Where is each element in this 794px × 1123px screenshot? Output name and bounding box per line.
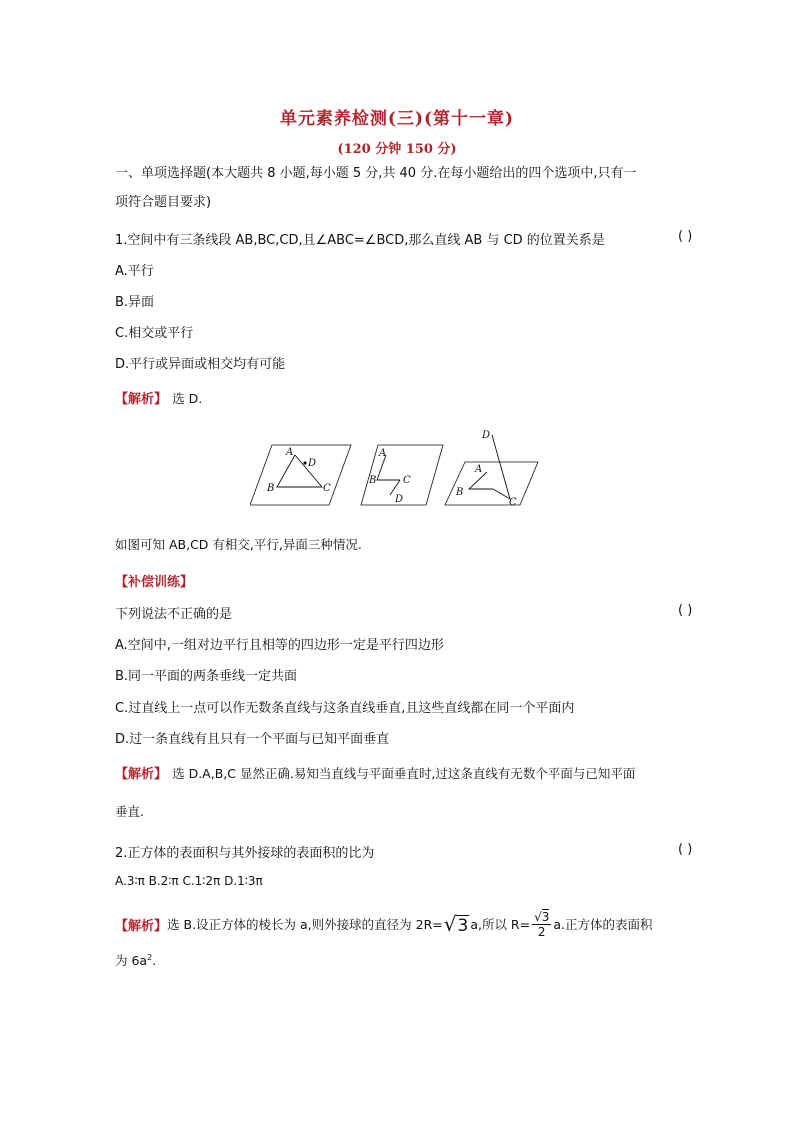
fraction-denominator: 2 [537,924,546,939]
plane-1 [250,445,351,505]
analysis-tag: 【解析】 [115,392,168,407]
supplement-option-a: A.空间中,一组对边平行且相等的四边形一定是平行四边形 [115,638,444,653]
segment-cd [390,480,400,495]
label-a: A [475,464,483,475]
supplement-analysis-line1: 选 D.A,B,C 显然正确.易知当直线与平面垂直时,过这条直线有无数个平面与已知平面 [172,766,636,781]
point-d [303,461,306,464]
supplement-option-b: B.同一平面的两条垂线一定共面 [115,669,298,684]
geometry-figure [250,425,545,510]
q1-answer-paren: ( ) [678,229,693,244]
label-d: D [482,430,491,441]
section-intro-line1: 一、单项选择题(本大题共 8 小题,每小题 5 分,共 40 分.在每小题给出的四个选项中,只有一 [115,166,637,181]
q1-option-a: A.平行 [115,264,154,279]
analysis-tag: 【解析】 [115,918,168,934]
supplement-analysis-line2: 垂直. [115,804,144,819]
numerator-radicand: 3 [541,909,550,924]
label-c: C [403,475,411,486]
q2-analysis [115,904,653,944]
q1-stem: 1.空间中有三条线段 AB,BC,CD,且∠ABC=∠BCD,那么直线 AB 与 CD 的位置关系是 [115,233,605,248]
segment-cd [492,435,510,499]
sqrt-sign: √ [443,912,457,936]
section-intro-line2: 项符合题目要求) [115,195,212,210]
figure-panel-parallel [361,445,443,505]
label-d: D [308,458,317,469]
fraction-numerator: √3 [534,909,550,924]
analysis-tag: 【解析】 [115,767,168,782]
supplement-option-c: C.过直线上一点可以作无数条直线与这条直线垂直,且这些直线都在同一个平面内 [115,701,575,716]
q2-options: A.3∶π B.2∶π C.1∶2π D.1∶3π [115,874,263,888]
label-a: A [379,448,387,459]
superscript-2: 2 [147,952,153,962]
figure-panel-skew [445,430,538,508]
q2-analysis-part1: 选 B.设正方体的棱长为 a,则外接球的直径为 2R= [167,917,443,932]
label-c: C [509,497,517,508]
q2-analysis-line2 [115,951,156,969]
label-d: D [395,494,404,505]
q2-analysis-line2-end: . [152,953,157,968]
q1-analysis [115,388,202,407]
q2-analysis-line2-text: 为 6a [115,953,148,968]
q2-analysis-part3: a.正方体的表面积 [553,917,653,932]
q1-option-d: D.平行或异面或相交均有可能 [115,357,286,372]
q1-analysis-text: 选 D. [172,391,203,406]
q2-answer-paren: ( ) [678,842,693,857]
q1-option-b: B.异面 [115,295,155,310]
q2-analysis-part2: a,所以 R= [470,917,531,932]
label-c: C [323,483,331,494]
supplement-tag: 【补偿训练】 [115,575,194,590]
label-a: A [286,447,294,458]
sqrt-3 [444,912,470,936]
supplement-option-d: D.过一条直线有且只有一个平面与已知平面垂直 [115,732,390,747]
q1-option-c: C.相交或平行 [115,326,194,341]
supplement-stem: 下列说法不正确的是 [115,607,233,622]
plane-3 [445,462,538,505]
page-title: 单元素养检测(三)(第十一章) [279,109,515,129]
q2-stem: 2.正方体的表面积与其外接球的表面积的比为 [115,846,375,861]
label-b: B [456,487,464,498]
figure-panel-intersect [250,445,351,505]
supplement-analysis [115,763,635,782]
sqrt-radicand: 3 [457,916,469,936]
label-b: B [369,475,377,486]
page-subtitle: (120 分钟 150 分) [337,142,457,157]
q1-conclusion: 如图可知 AB,CD 有相交,平行,异面三种情况. [115,537,362,552]
label-b: B [267,483,275,494]
fraction-sqrt3-over-2 [532,910,551,939]
supplement-answer-paren: ( ) [678,603,693,618]
